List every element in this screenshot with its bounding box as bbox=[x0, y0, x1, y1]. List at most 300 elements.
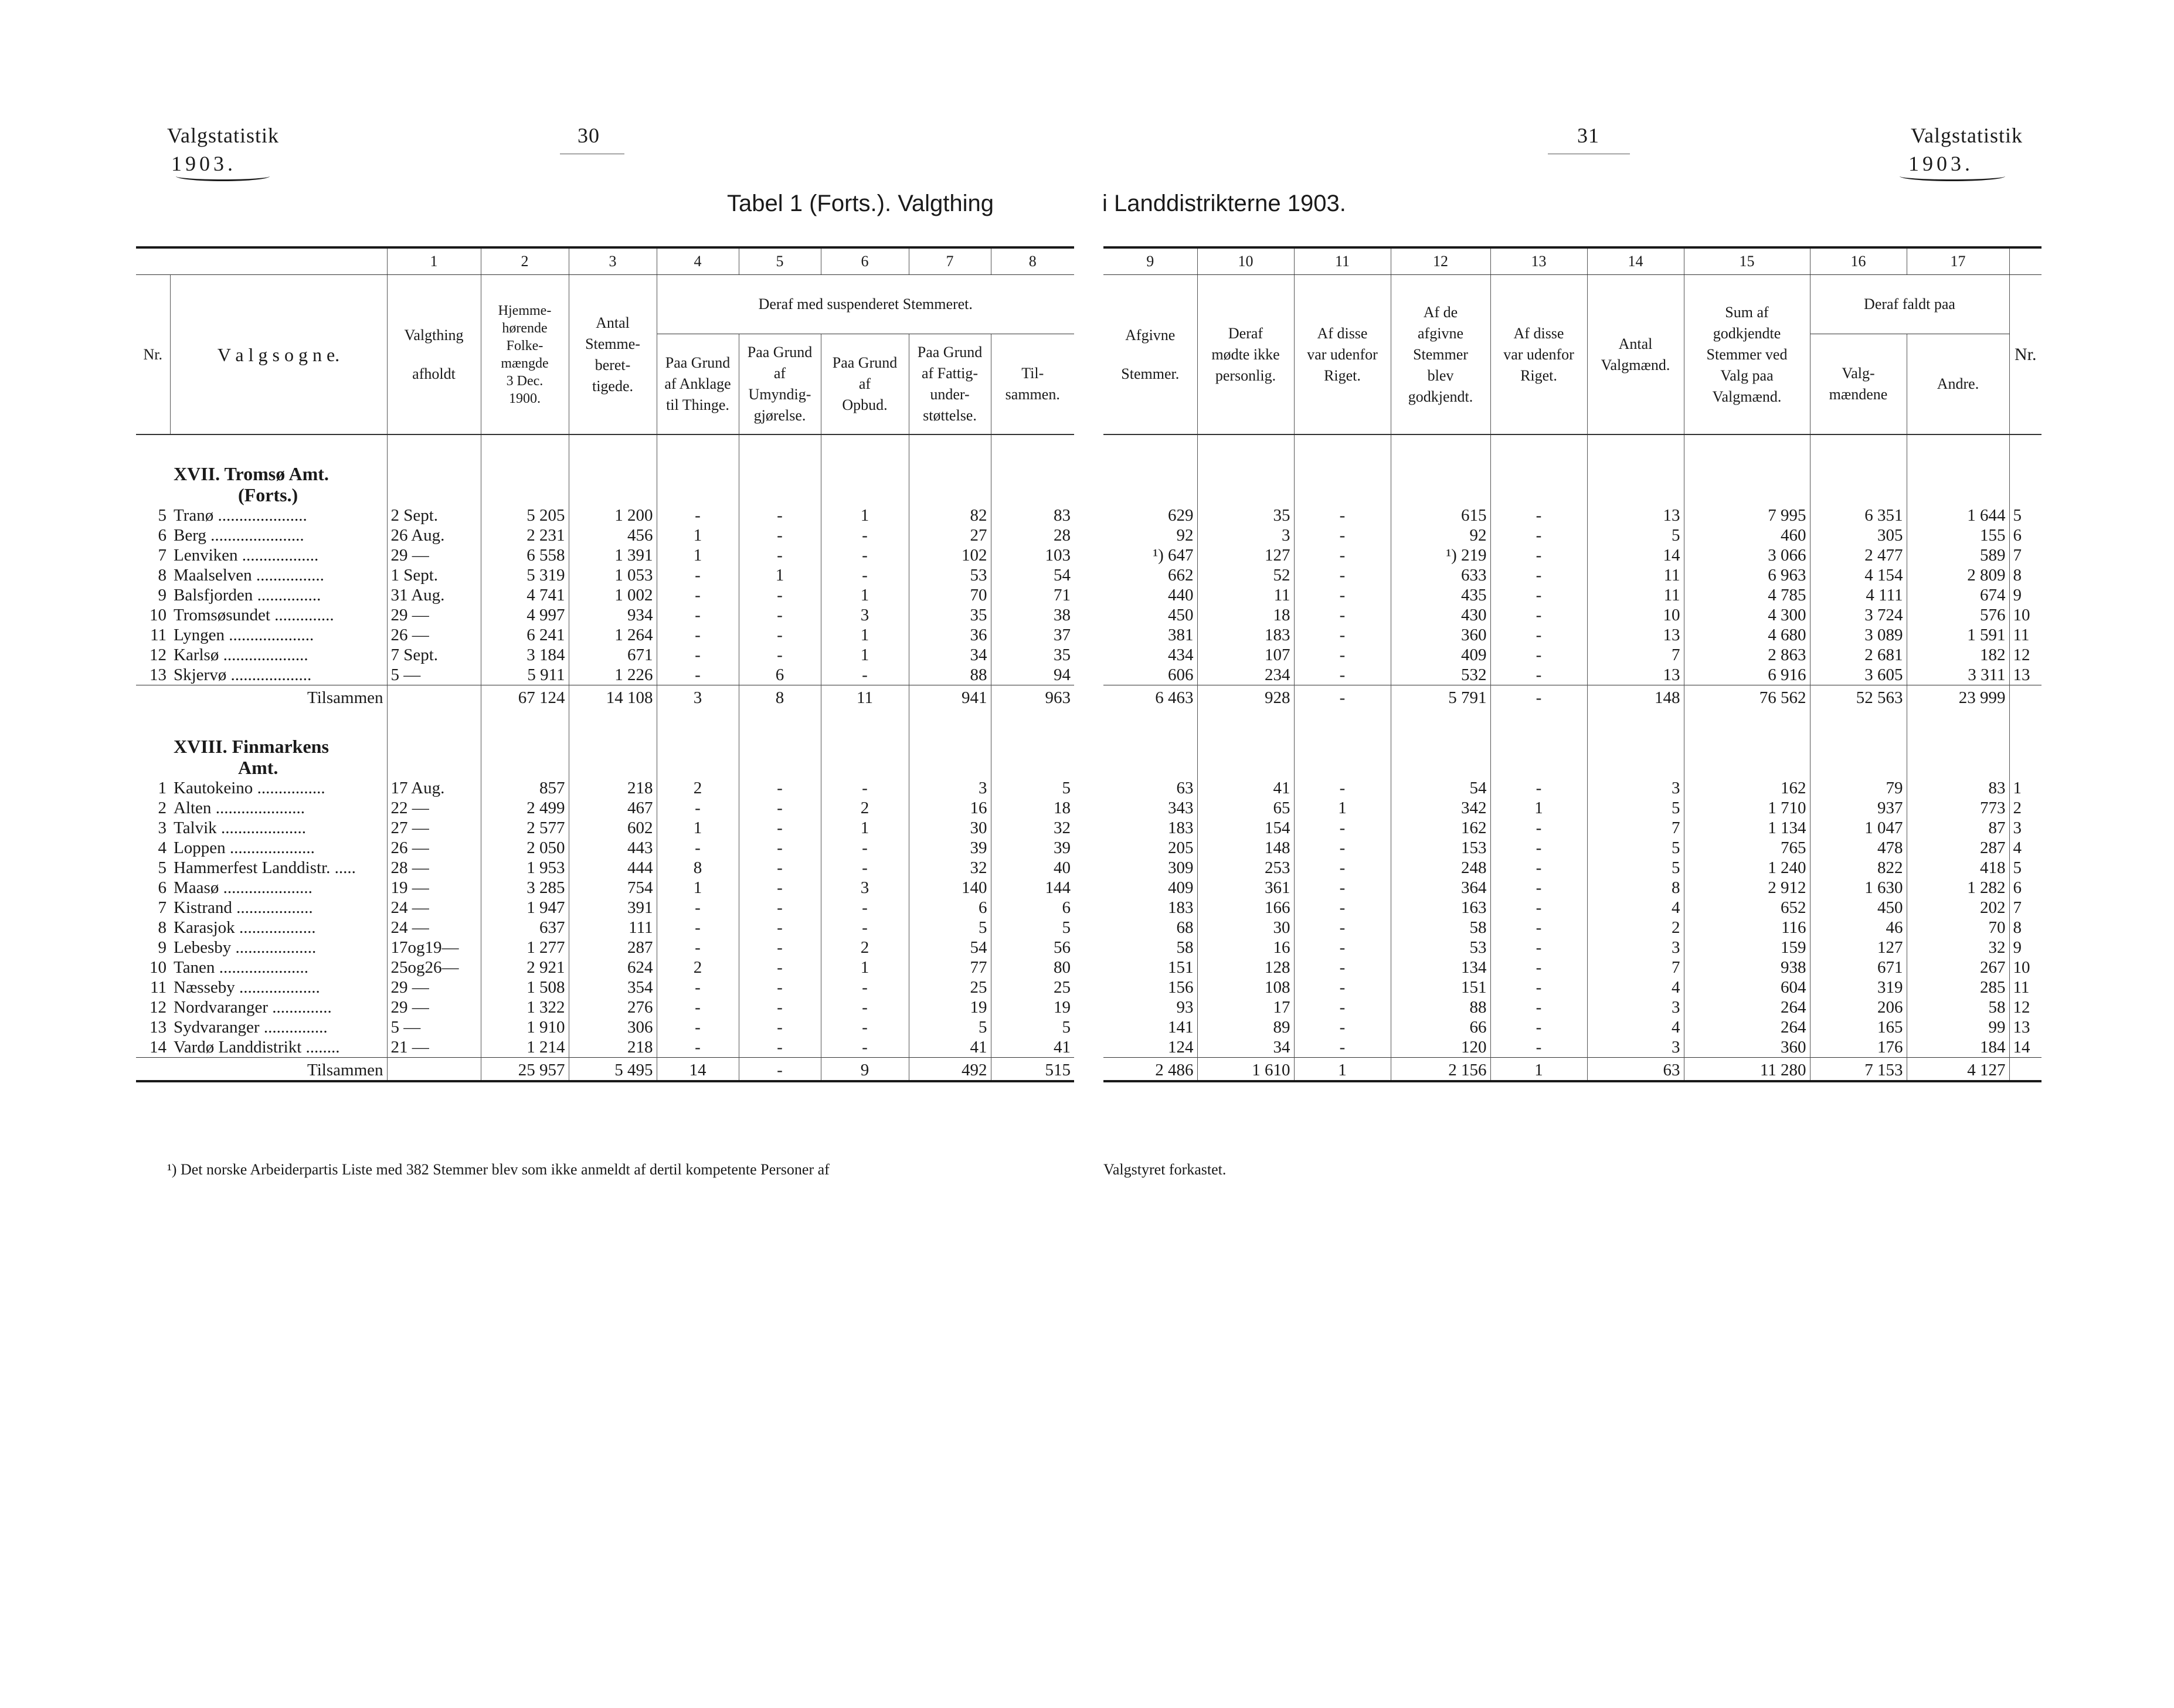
value-cell: - bbox=[1294, 605, 1391, 625]
value-cell: ¹) 647 bbox=[1103, 545, 1197, 565]
value-cell: 27 bbox=[909, 525, 991, 545]
value-cell: - bbox=[739, 505, 821, 525]
value-cell: 1 508 bbox=[481, 977, 569, 997]
value-cell: 111 bbox=[569, 918, 657, 938]
total-row bbox=[136, 1058, 1074, 1082]
total-cell: 941 bbox=[909, 685, 991, 708]
value-cell: 127 bbox=[1197, 545, 1294, 565]
value-cell: 264 bbox=[1684, 1017, 1810, 1037]
value-cell: - bbox=[739, 605, 821, 625]
value-cell: 444 bbox=[569, 858, 657, 878]
total-cell: 963 bbox=[991, 685, 1074, 708]
row-number: 10 bbox=[150, 958, 167, 977]
header-line: Afgivne bbox=[1125, 326, 1176, 344]
header-line: gjørelse. bbox=[753, 407, 806, 424]
total-cell: 2 486 bbox=[1103, 1058, 1197, 1082]
value-cell: 68 bbox=[1103, 918, 1197, 938]
value-cell: - bbox=[1490, 1017, 1587, 1037]
parish-name bbox=[170, 625, 387, 645]
row-number: 14 bbox=[2013, 1038, 2030, 1057]
value-cell: 589 bbox=[1907, 545, 2009, 565]
valgthing-date: 22 — bbox=[387, 798, 481, 818]
value-cell: 94 bbox=[1054, 665, 1071, 684]
godkjendt-header bbox=[1391, 275, 1490, 435]
value-cell: 857 bbox=[481, 778, 569, 798]
value-cell: 162 bbox=[1684, 778, 1810, 798]
value-cell: 5 bbox=[909, 918, 991, 938]
total-cell: 4 127 bbox=[1907, 1058, 2009, 1082]
col-number: 12 bbox=[1391, 247, 1490, 275]
value-cell: 754 bbox=[569, 878, 657, 898]
col-number: 13 bbox=[1490, 247, 1587, 275]
value-cell: 88 bbox=[909, 665, 991, 685]
value-cell: 3 066 bbox=[1684, 545, 1810, 565]
value-cell: 8 bbox=[1587, 878, 1684, 898]
value-cell: 3 bbox=[909, 778, 991, 798]
value-cell: 5 bbox=[1062, 779, 1071, 797]
col-number: 2 bbox=[481, 247, 569, 275]
value-cell: 108 bbox=[1197, 977, 1294, 997]
row-number: 10 bbox=[150, 606, 167, 624]
value-cell: - bbox=[1294, 818, 1391, 838]
value-cell: 1 644 bbox=[1907, 505, 2009, 525]
value-cell: 32 bbox=[1054, 819, 1071, 837]
header-line: Folke- bbox=[506, 338, 544, 354]
value-cell: 4 bbox=[1587, 977, 1684, 997]
value-cell: 148 bbox=[1197, 838, 1294, 858]
value-cell: 35 bbox=[909, 605, 991, 625]
total-cell: 5 495 bbox=[569, 1058, 657, 1082]
header-line: Paa Grund bbox=[747, 344, 813, 361]
parish-name-text: Næsseby bbox=[174, 978, 235, 997]
value-cell: - bbox=[739, 625, 821, 645]
value-cell: - bbox=[657, 898, 739, 918]
table-row bbox=[1103, 798, 2041, 818]
value-cell: 38 bbox=[1054, 606, 1071, 624]
value-cell: 1 322 bbox=[481, 997, 569, 1017]
table-row bbox=[1103, 977, 2041, 997]
value-cell: - bbox=[1294, 565, 1391, 585]
value-cell: - bbox=[739, 898, 821, 918]
value-cell: 11 bbox=[1587, 585, 1684, 605]
value-cell: 8 bbox=[657, 858, 739, 878]
row-number: 5 bbox=[2013, 858, 2022, 877]
row-number: 9 bbox=[158, 938, 167, 957]
value-cell: - bbox=[821, 565, 909, 585]
value-cell: 2 bbox=[821, 798, 909, 818]
value-cell: 155 bbox=[1907, 525, 2009, 545]
table-row bbox=[136, 977, 1074, 997]
value-cell: - bbox=[821, 1017, 909, 1037]
right-table-body bbox=[1103, 434, 2041, 1081]
col-number: 4 bbox=[657, 247, 739, 275]
value-cell: 83 bbox=[1054, 506, 1071, 525]
header-line: personlig. bbox=[1215, 366, 1276, 384]
value-cell: 3 bbox=[821, 878, 909, 898]
header-line: Riget. bbox=[1520, 366, 1557, 384]
value-cell: 58 bbox=[1103, 938, 1197, 957]
value-cell: 166 bbox=[1197, 898, 1294, 918]
value-cell: - bbox=[1294, 1037, 1391, 1058]
value-cell: 70 bbox=[1907, 918, 2009, 938]
value-cell: - bbox=[1490, 878, 1587, 898]
value-cell: 103 bbox=[1045, 546, 1071, 565]
value-cell: - bbox=[1294, 878, 1391, 898]
leader-dots: .................... bbox=[216, 819, 306, 837]
deraf-faldt-header: Deraf faldt paa bbox=[1810, 275, 2009, 334]
value-cell: 6 241 bbox=[481, 625, 569, 645]
value-cell: 25 bbox=[1054, 978, 1071, 997]
value-cell: 287 bbox=[569, 938, 657, 957]
total-cell: 76 562 bbox=[1684, 685, 1810, 708]
section-title-line: XVIII. Finmarkens bbox=[174, 736, 329, 757]
value-cell: 2 912 bbox=[1684, 878, 1810, 898]
header-line: mængde bbox=[501, 355, 549, 371]
row-number: 13 bbox=[150, 1018, 167, 1037]
value-cell: 7 bbox=[1587, 957, 1684, 977]
row-number: 6 bbox=[158, 526, 167, 545]
value-cell: - bbox=[1294, 665, 1391, 685]
value-cell: - bbox=[657, 505, 739, 525]
value-cell: 3 605 bbox=[1810, 665, 1907, 685]
empty-cell bbox=[821, 434, 909, 505]
value-cell: - bbox=[1294, 545, 1391, 565]
value-cell: 2 921 bbox=[481, 957, 569, 977]
row-number: 11 bbox=[150, 978, 167, 997]
empty-cell bbox=[1197, 434, 1294, 505]
value-cell: 822 bbox=[1810, 858, 1907, 878]
header-line: til Thinge. bbox=[666, 396, 729, 413]
value-cell: 13 bbox=[1587, 625, 1684, 645]
row-number: 7 bbox=[2013, 898, 2022, 917]
value-cell: 2 231 bbox=[481, 525, 569, 545]
empty-cell bbox=[739, 708, 821, 778]
value-cell: - bbox=[739, 918, 821, 938]
value-cell: 267 bbox=[1907, 957, 2009, 977]
empty-cell bbox=[1103, 434, 1197, 505]
leader-dots: .................... bbox=[225, 838, 315, 857]
total-cell bbox=[387, 685, 481, 708]
header-line bbox=[1107, 346, 1194, 364]
value-cell: 54 bbox=[1054, 566, 1071, 585]
value-cell: 83 bbox=[1907, 778, 2009, 798]
value-cell: 77 bbox=[909, 957, 991, 977]
value-cell: 2 050 bbox=[481, 838, 569, 858]
value-cell: 1 bbox=[821, 818, 909, 838]
value-cell: - bbox=[739, 545, 821, 565]
parish-name-text: Alten bbox=[174, 799, 212, 817]
table-row bbox=[1103, 898, 2041, 918]
value-cell: - bbox=[1490, 957, 1587, 977]
parish-name-text: Skjervø bbox=[174, 665, 227, 684]
value-cell: 1 bbox=[657, 878, 739, 898]
header-line: Stemmer ved bbox=[1706, 345, 1788, 363]
value-cell: - bbox=[1490, 1037, 1587, 1058]
value-cell: 671 bbox=[569, 645, 657, 665]
parish-name bbox=[170, 778, 387, 798]
value-cell: 56 bbox=[1054, 938, 1071, 957]
empty-cell bbox=[1294, 708, 1391, 778]
value-cell: 434 bbox=[1103, 645, 1197, 665]
row-number: 4 bbox=[2013, 838, 2022, 857]
value-cell: 11 bbox=[1197, 585, 1294, 605]
value-cell: 1 947 bbox=[481, 898, 569, 918]
value-cell: 3 bbox=[821, 605, 909, 625]
empty-cell bbox=[1391, 708, 1490, 778]
leader-dots: ................ bbox=[252, 566, 324, 585]
value-cell: 1 953 bbox=[481, 858, 569, 878]
value-cell: - bbox=[739, 858, 821, 878]
parish-name-text: Maasø bbox=[174, 878, 219, 897]
header-line: af bbox=[858, 375, 871, 392]
table-row bbox=[136, 938, 1074, 957]
leader-dots: .................... bbox=[225, 626, 314, 644]
parish-name-text: Berg bbox=[174, 526, 206, 545]
leader-dots: .................... bbox=[219, 646, 308, 664]
parish-name-text: Loppen bbox=[174, 838, 226, 857]
total-cell: 5 791 bbox=[1391, 685, 1490, 708]
value-cell: 16 bbox=[909, 798, 991, 818]
value-cell: 624 bbox=[569, 957, 657, 977]
value-cell: 5 bbox=[1587, 838, 1684, 858]
value-cell: 89 bbox=[1197, 1017, 1294, 1037]
row-number: 9 bbox=[158, 586, 167, 605]
table-row bbox=[1103, 858, 2041, 878]
value-cell: 287 bbox=[1907, 838, 2009, 858]
value-cell: 264 bbox=[1684, 997, 1810, 1017]
value-cell: 140 bbox=[909, 878, 991, 898]
parish-name-text: Lyngen bbox=[174, 626, 225, 644]
left-header-row-1 bbox=[136, 275, 1074, 334]
value-cell: 202 bbox=[1907, 898, 2009, 918]
valgthing-date: 26 — bbox=[387, 625, 481, 645]
left-year-flourish bbox=[176, 171, 270, 181]
value-cell: - bbox=[739, 977, 821, 997]
row-number: 13 bbox=[2013, 665, 2030, 684]
value-cell: 82 bbox=[909, 505, 991, 525]
value-cell: 4 154 bbox=[1810, 565, 1907, 585]
value-cell: 234 bbox=[1197, 665, 1294, 685]
value-cell: 5 911 bbox=[481, 665, 569, 685]
value-cell: 107 bbox=[1197, 645, 1294, 665]
value-cell: - bbox=[739, 525, 821, 545]
col-number: 1 bbox=[387, 247, 481, 275]
value-cell: 7 bbox=[1587, 818, 1684, 838]
value-cell: 184 bbox=[1907, 1037, 2009, 1058]
value-cell: 5 bbox=[1587, 798, 1684, 818]
value-cell: - bbox=[821, 545, 909, 565]
value-cell: 7 bbox=[1587, 645, 1684, 665]
valgthing-date: 17 Aug. bbox=[387, 778, 481, 798]
value-cell: 248 bbox=[1391, 858, 1490, 878]
section-title-line: (Forts.) bbox=[238, 484, 298, 505]
value-cell: - bbox=[821, 838, 909, 858]
empty-cell bbox=[569, 708, 657, 778]
row-number: 5 bbox=[2013, 506, 2022, 525]
valgthing-date: 19 — bbox=[387, 878, 481, 898]
leader-dots: ..... bbox=[330, 858, 356, 877]
antal-valgmaend-header bbox=[1587, 275, 1684, 435]
col-number: 10 bbox=[1197, 247, 1294, 275]
total-cell: 11 280 bbox=[1684, 1058, 1810, 1082]
value-cell: 205 bbox=[1103, 838, 1197, 858]
row-number: 11 bbox=[2013, 978, 2030, 997]
value-cell: - bbox=[739, 798, 821, 818]
col-number: 8 bbox=[991, 247, 1074, 275]
empty-cell bbox=[1587, 434, 1684, 505]
value-cell: 120 bbox=[1391, 1037, 1490, 1058]
header-line: var udenfor bbox=[1503, 345, 1574, 363]
header-line: Paa Grund bbox=[917, 344, 983, 361]
value-cell: - bbox=[1490, 625, 1587, 645]
empty-cell bbox=[1197, 708, 1294, 778]
empty-cell bbox=[909, 434, 991, 505]
afgivne-stemmer-header bbox=[1103, 275, 1197, 435]
row-number: 8 bbox=[2013, 566, 2022, 585]
col-number: 11 bbox=[1294, 247, 1391, 275]
leader-dots: ........ bbox=[301, 1038, 340, 1057]
parish-name bbox=[170, 977, 387, 997]
total-label: Tilsammen bbox=[136, 1058, 387, 1082]
total-cell: 11 bbox=[821, 685, 909, 708]
row-number: 2 bbox=[2013, 799, 2022, 817]
row-number: 7 bbox=[2013, 546, 2022, 565]
parish-name bbox=[170, 957, 387, 977]
value-cell: - bbox=[821, 898, 909, 918]
parish-name bbox=[170, 858, 387, 878]
header-line: Hjemme- bbox=[498, 303, 552, 318]
table-row bbox=[1103, 938, 2041, 957]
empty-cell bbox=[569, 434, 657, 505]
value-cell: 409 bbox=[1103, 878, 1197, 898]
parish-name-text: Tromsøsundet bbox=[174, 606, 270, 624]
table-row bbox=[1103, 545, 2041, 565]
value-cell: 2 bbox=[657, 778, 739, 798]
opbud-header bbox=[821, 334, 909, 435]
table-row bbox=[136, 858, 1074, 878]
table-row bbox=[136, 525, 1074, 545]
empty-cell bbox=[387, 708, 481, 778]
table-row bbox=[1103, 838, 2041, 858]
value-cell: 765 bbox=[1684, 838, 1810, 858]
valgthing-date: 1 Sept. bbox=[387, 565, 481, 585]
total-cell: 14 108 bbox=[569, 685, 657, 708]
leader-dots: ............... bbox=[259, 1018, 328, 1037]
empty-cell bbox=[991, 708, 1074, 778]
total-cell: 6 463 bbox=[1103, 685, 1197, 708]
value-cell: - bbox=[657, 977, 739, 997]
table-row bbox=[136, 605, 1074, 625]
valgthing-date: 29 — bbox=[387, 977, 481, 997]
value-cell: - bbox=[657, 585, 739, 605]
value-cell: - bbox=[821, 665, 909, 685]
value-cell: 92 bbox=[1103, 525, 1197, 545]
valgthing-date: 24 — bbox=[387, 898, 481, 918]
table-row bbox=[1103, 585, 2041, 605]
value-cell: 360 bbox=[1391, 625, 1490, 645]
value-cell: 19 bbox=[1054, 998, 1071, 1017]
value-cell: 153 bbox=[1391, 838, 1490, 858]
total-cell: 515 bbox=[991, 1058, 1074, 1082]
value-cell: 1 bbox=[821, 645, 909, 665]
value-cell: 1 047 bbox=[1810, 818, 1907, 838]
empty-cell bbox=[1907, 708, 2009, 778]
left-table-body bbox=[136, 434, 1074, 1081]
table-row bbox=[1103, 918, 2041, 938]
table-title-left: Tabel 1 (Forts.). Valgthing bbox=[727, 191, 994, 216]
header-line: Opbud. bbox=[842, 396, 888, 413]
value-cell: 343 bbox=[1103, 798, 1197, 818]
value-cell: 6 558 bbox=[481, 545, 569, 565]
value-cell: 4 785 bbox=[1684, 585, 1810, 605]
empty-cell bbox=[1587, 708, 1684, 778]
parish-name-text: Balsfjorden bbox=[174, 586, 253, 605]
empty-cell bbox=[1490, 434, 1587, 505]
table-row bbox=[1103, 625, 2041, 645]
parish-name bbox=[170, 505, 387, 525]
parish-name-text: Vardø Landdistrikt bbox=[174, 1038, 302, 1057]
value-cell: 1 264 bbox=[569, 625, 657, 645]
value-cell: - bbox=[657, 645, 739, 665]
anklage-header bbox=[657, 334, 739, 435]
header-line: Valgthing bbox=[404, 326, 464, 344]
value-cell: 151 bbox=[1103, 957, 1197, 977]
leader-dots: .................. bbox=[237, 546, 319, 565]
value-cell: - bbox=[821, 778, 909, 798]
value-cell: - bbox=[821, 977, 909, 997]
value-cell: - bbox=[821, 997, 909, 1017]
valgmaendene-header bbox=[1810, 334, 1907, 435]
value-cell: 1 002 bbox=[569, 585, 657, 605]
left-column-numbers bbox=[136, 247, 1074, 275]
sum-godkjendte-header bbox=[1684, 275, 1810, 435]
row-number: 14 bbox=[150, 1038, 167, 1057]
value-cell: - bbox=[739, 938, 821, 957]
header-line: var udenfor bbox=[1307, 345, 1378, 363]
value-cell: - bbox=[1294, 525, 1391, 545]
header-line: godkjendte bbox=[1713, 324, 1781, 342]
value-cell: - bbox=[739, 997, 821, 1017]
row-number: 12 bbox=[2013, 998, 2030, 1017]
value-cell: 435 bbox=[1391, 585, 1490, 605]
table-row bbox=[1103, 997, 2041, 1017]
value-cell: 1 bbox=[821, 625, 909, 645]
value-cell: - bbox=[1490, 665, 1587, 685]
value-cell: - bbox=[657, 1017, 739, 1037]
value-cell: 2 477 bbox=[1810, 545, 1907, 565]
value-cell: 28 bbox=[1054, 526, 1071, 545]
total-cell: 14 bbox=[657, 1058, 739, 1082]
total-cell: 7 153 bbox=[1810, 1058, 1907, 1082]
value-cell: - bbox=[1294, 625, 1391, 645]
value-cell: 18 bbox=[1197, 605, 1294, 625]
value-cell: 70 bbox=[909, 585, 991, 605]
table-row bbox=[136, 918, 1074, 938]
value-cell: 5 bbox=[1062, 1018, 1071, 1037]
right-running-title: Valgstatistik bbox=[1911, 124, 2023, 147]
col-number: 14 bbox=[1587, 247, 1684, 275]
valgsogne-header: V a l g s o g n e. bbox=[170, 275, 387, 435]
left-footnote: ¹) Det norske Arbeiderpartis Liste med 382 Stemmer blev som ikke anmeldt af dertil kompetente Personer af bbox=[167, 1161, 830, 1178]
row-number: 9 bbox=[2013, 586, 2022, 605]
left-running-year: 1903. bbox=[171, 152, 236, 175]
table-row bbox=[136, 505, 1074, 525]
value-cell: 3 184 bbox=[481, 645, 569, 665]
value-cell: 165 bbox=[1810, 1017, 1907, 1037]
value-cell: 54 bbox=[1391, 778, 1490, 798]
header-line: afgivne bbox=[1418, 324, 1463, 342]
header-line: af bbox=[773, 365, 786, 382]
